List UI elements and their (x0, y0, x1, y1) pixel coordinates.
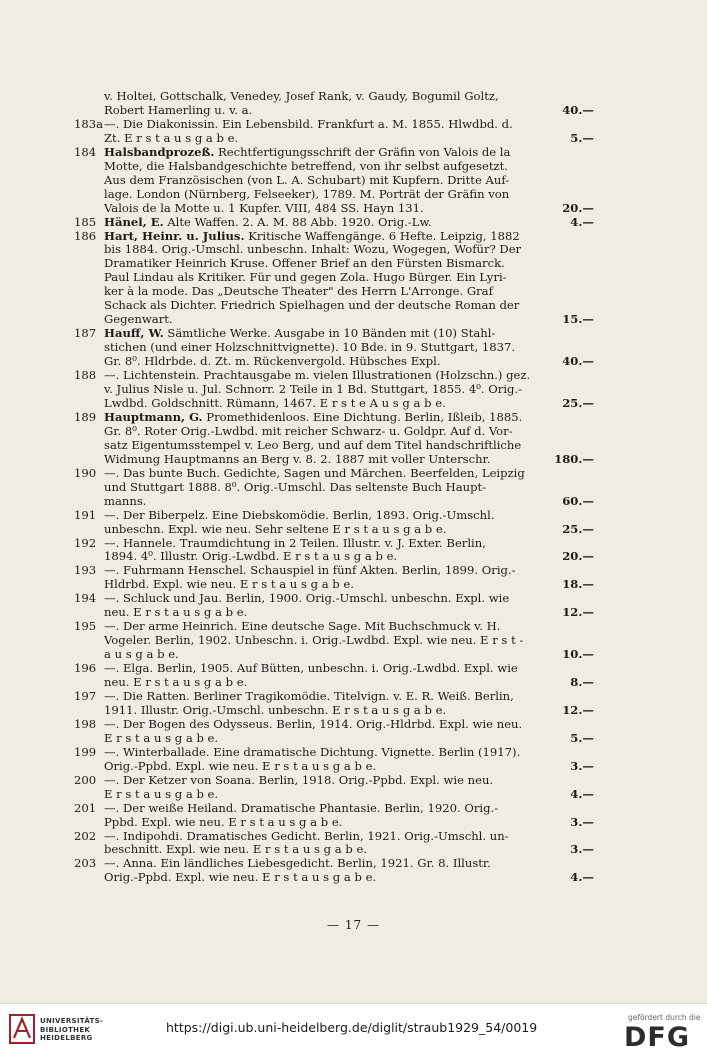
entry-price: 20.— (562, 201, 594, 215)
catalog-entry (74, 509, 594, 537)
entry-text: Gr. 8⁰. Hldrbde. d. Zt. m. Rückenvergold. Hübsches Expl. (104, 355, 441, 369)
entry-text: E r s t a u s g a b e. (104, 787, 219, 801)
entry-text: Ppbd. Expl. wie neu. E r s t a u s g a b e. (104, 815, 343, 829)
entry-line (104, 425, 594, 439)
entry-text: —. Fuhrmann Henschel. Schauspiel in fünf Akten. Berlin, 1899. Orig.- (104, 564, 516, 578)
entry-text: v. Julius Nisle u. Jul. Schnorr. 2 Teile in 1 Bd. Stuttgart, 1855. 4⁰. Orig.- (104, 383, 523, 397)
catalog-entry (74, 564, 594, 592)
entry-number: 184 (74, 144, 97, 159)
entry-line (104, 704, 594, 718)
entry-line (104, 592, 594, 606)
entry-text: lage. London (Nürnberg, Felseeker), 1789. M. Porträt der Gräfin von (104, 187, 510, 201)
entry-text: Orig.-Ppbd. Expl. wie neu. E r s t a u s g a b e. (104, 759, 377, 773)
entry-line (104, 690, 594, 704)
entry-text: beschnitt. Expl. wie neu. E r s t a u s g a b e. (104, 843, 367, 857)
entry-price: 8.— (570, 676, 594, 690)
entry-text: Motte, die Halsbandgeschichte betreffend, von ihr selbst aufgesetzt. (104, 159, 508, 173)
entry-number: 195 (74, 619, 97, 634)
entry-text: Gr. 8⁰. Roter Orig.-Lwdbd. mit reicher Schwarz- u. Goldpr. Auf d. Vor- (104, 424, 513, 438)
entry-line (104, 439, 594, 453)
logo-line-1: UNIVERSITÄTS- (40, 1017, 104, 1025)
entry-line (104, 523, 594, 537)
entry-number: 185 (74, 214, 97, 229)
entry-price: 180.— (554, 452, 594, 466)
university-library-name (40, 1017, 103, 1043)
entry-text: Gegenwart. (104, 313, 173, 327)
entry-text: Promethidenloos. Eine Dichtung. Berlin, Ißleib, 1885. (202, 410, 523, 424)
entry-text: Paul Lindau als Kritiker. Für und gegen Zola. Hugo Bürger. Ein Lyri- (104, 271, 507, 285)
entry-line (104, 537, 594, 551)
entry-price: 4.— (570, 787, 594, 801)
entry-number: 193 (74, 563, 97, 578)
entry-text: Dramatiker Heinrich Kruse. Offener Brief an den Fürsten Bismarck. (104, 257, 505, 271)
entry-line (104, 732, 594, 746)
entry-line (104, 174, 594, 188)
entry-text: —. Der arme Heinrich. Eine deutsche Sage. Mit Buchschmuck v. H. (104, 620, 501, 634)
entry-line (104, 299, 594, 313)
entry-number: 191 (74, 507, 97, 522)
entry-number: 203 (74, 856, 97, 871)
entry-line (104, 146, 594, 160)
entry-line (104, 481, 594, 495)
entry-text: bis 1884. Orig.-Umschl. unbeschn. Inhalt: Wozu, Wogegen, Wofür? Der (104, 243, 522, 257)
entry-line (104, 411, 594, 425)
entry-line (104, 830, 594, 844)
entry-text: und Stuttgart 1888. 8⁰. Orig.-Umschl. Das seltenste Buch Haupt- (104, 480, 487, 494)
entry-line (104, 467, 594, 481)
entry-line (104, 369, 594, 383)
funding-note: gefördert durch die (628, 1013, 701, 1022)
entry-text: a u s g a b e. (104, 648, 179, 662)
entry-price: 15.— (562, 313, 594, 327)
entry-number: 187 (74, 326, 97, 341)
entry-line (104, 550, 594, 564)
entry-text: —. Der Ketzer von Soana. Berlin, 1918. Orig.-Ppbd. Expl. wie neu. (104, 773, 494, 787)
entry-author: Hart, Heinr. u. Julius. (104, 229, 245, 243)
entry-number: 202 (74, 828, 97, 843)
catalog-entries (74, 90, 594, 885)
entry-text: Lwdbd. Goldschnitt. Rümann, 1467. E r s t e A u s g a b e. (104, 396, 446, 410)
entry-line (104, 216, 594, 230)
entry-text: Schack als Dichter. Friedrich Spielhagen und der deutsche Roman der (104, 299, 520, 313)
entry-line (104, 285, 594, 299)
entry-text: Zt. E r s t a u s g a b e. (104, 131, 239, 145)
entry-line (104, 578, 594, 592)
entry-author: Halsbandprozeß. (104, 145, 215, 159)
entry-price: 10.— (562, 648, 594, 662)
entry-text: —. Die Ratten. Berliner Tragikomödie. Titelvign. v. E. R. Weiß. Berlin, (104, 689, 514, 703)
entry-price: 5.— (570, 731, 594, 745)
entry-text: satz Eigentumsstempel v. Leo Berg, und auf dem Titel handschriftliche (104, 438, 522, 452)
catalog-entry (74, 216, 594, 230)
entry-price: 60.— (562, 494, 594, 508)
entry-line (104, 788, 594, 802)
entry-text: Orig.-Ppbd. Expl. wie neu. E r s t a u s g a b e. (104, 871, 377, 885)
entry-text: E r s t a u s g a b e. (104, 731, 219, 745)
entry-text: —. Der weiße Heiland. Dramatische Phantasie. Berlin, 1920. Orig.- (104, 801, 499, 815)
entry-price: 25.— (562, 396, 594, 410)
entry-text: —. Anna. Ein ländliches Liebesgedicht. Berlin, 1921. Gr. 8. Illustr. (104, 857, 491, 871)
entry-line (104, 132, 594, 146)
catalog-entry (74, 411, 594, 467)
catalog-entry (74, 718, 594, 746)
entry-number: 194 (74, 591, 97, 606)
entry-number: 201 (74, 800, 97, 815)
entry-line (104, 564, 594, 578)
entry-text: Sämtliche Werke. Ausgabe in 10 Bänden mit (10) Stahl- (163, 327, 496, 341)
entry-price: 3.— (570, 759, 594, 773)
entry-text: neu. E r s t a u s g a b e. (104, 606, 248, 620)
entry-line (104, 313, 594, 327)
logo-line-2: BIBLIOTHEK (40, 1025, 91, 1034)
entry-line (104, 634, 594, 648)
entry-number: 196 (74, 661, 97, 676)
entry-price: 40.— (562, 355, 594, 369)
entry-text: —. Der Bogen des Odysseus. Berlin, 1914. Orig.-Hldrbd. Expl. wie neu. (104, 717, 523, 731)
page-number: — 17 — (327, 918, 380, 932)
catalog-entry (74, 90, 594, 118)
catalog-entry (74, 327, 594, 369)
entry-number: 183a (74, 116, 104, 131)
entry-line (104, 857, 594, 871)
entry-text: —. Winterballade. Eine dramatische Dichtung. Vignette. Berlin (1917). (104, 745, 521, 759)
entry-number: 198 (74, 716, 97, 731)
entry-price: 20.— (562, 550, 594, 564)
entry-line (104, 230, 594, 244)
entry-text: v. Holtei, Gottschalk, Venedey, Josef Rank, v. Gaudy, Bogumil Goltz, (104, 90, 499, 103)
university-library-logo-icon (9, 1014, 35, 1044)
catalog-entry (74, 830, 594, 858)
entry-price: 4.— (570, 871, 594, 885)
entry-author: Hauff, W. (104, 327, 164, 341)
catalog-entry (74, 369, 594, 411)
entry-text: neu. E r s t a u s g a b e. (104, 676, 248, 690)
entry-line (104, 816, 594, 830)
entry-line (104, 118, 594, 132)
catalog-entry (74, 146, 594, 216)
entry-text: —. Indipohdi. Dramatisches Gedicht. Berlin, 1921. Orig.-Umschl. un- (104, 829, 509, 843)
entry-line (104, 774, 594, 788)
entry-line (104, 760, 594, 774)
catalog-entry (74, 592, 594, 620)
entry-number: 199 (74, 744, 97, 759)
entry-price: 5.— (570, 131, 594, 145)
entry-text: —. Schluck und Jau. Berlin, 1900. Orig.-Umschl. unbeschn. Expl. wie (104, 592, 510, 606)
entry-line (104, 271, 594, 285)
entry-text: ker à la mode. Das „Deutsche Theater" des Herrn L'Arronge. Graf (104, 285, 493, 299)
entry-line (104, 620, 594, 634)
logo-line-3: HEIDELBERG (40, 1034, 93, 1042)
catalog-entry (74, 467, 594, 509)
entry-text: manns. (104, 494, 147, 508)
entry-text: Aus dem Französischen (von L. A. Schubart) mit Kupfern. Dritte Auf- (104, 173, 510, 187)
entry-price: 3.— (570, 843, 594, 857)
entry-number: 190 (74, 465, 97, 480)
catalog-entry (74, 802, 594, 830)
entry-line (104, 746, 594, 760)
entry-line (104, 188, 594, 202)
entry-number: 189 (74, 409, 97, 424)
entry-text: —. Elga. Berlin, 1905. Auf Bütten, unbeschn. i. Orig.-Lwdbd. Expl. wie (104, 662, 518, 676)
entry-number: 188 (74, 368, 97, 383)
entry-text: —. Hannele. Traumdichtung in 2 Teilen. Illustr. v. J. Exter. Berlin, (104, 536, 486, 550)
entry-number: 197 (74, 688, 97, 703)
entry-text: Rechtfertigungsschrift der Gräfin von Valois de la (214, 145, 511, 159)
entry-line (104, 676, 594, 690)
entry-number: 186 (74, 228, 97, 243)
entry-line (104, 257, 594, 271)
entry-author: Hauptmann, G. (104, 410, 203, 424)
viewer-footer (0, 1003, 707, 1056)
entry-text: Kritische Waffengänge. 6 Hefte. Leipzig, 1882 (244, 229, 520, 243)
entry-text: Vogeler. Berlin, 1902. Unbeschn. i. Orig.-Lwdbd. Expl. wie neu. E r s t - (104, 634, 524, 648)
entry-text: Valois de la Motte u. 1 Kupfer. VIII, 484 SS. Hayn 131. (104, 201, 424, 215)
catalog-entry (74, 857, 594, 885)
entry-text: Hldrbd. Expl. wie neu. E r s t a u s g a b e. (104, 578, 354, 592)
entry-line (104, 662, 594, 676)
entry-price: 12.— (562, 606, 594, 620)
entry-author: Hänel, E. (104, 215, 164, 229)
entry-text: Alte Waffen. 2. A. M. 88 Abb. 1920. Orig.-Lw. (163, 215, 432, 229)
catalog-entry (74, 537, 594, 565)
catalog-entry (74, 230, 594, 328)
entry-line (104, 104, 594, 118)
entry-line (104, 843, 594, 857)
entry-line (104, 202, 594, 216)
entry-line (104, 397, 594, 411)
entry-text: Robert Hamerling u. v. a. (104, 103, 253, 117)
entry-line (104, 453, 594, 467)
entry-text: Widmung Hauptmanns an Berg v. 8. 2. 1887 mit voller Unterschr. (104, 452, 491, 466)
entry-text: —. Der Biberpelz. Eine Diebskomödie. Berlin, 1893. Orig.-Umschl. (104, 508, 495, 522)
entry-line (104, 90, 594, 104)
entry-line (104, 509, 594, 523)
entry-line (104, 341, 594, 355)
entry-text: 1911. Illustr. Orig.-Umschl. unbeschn. E r s t a u s g a b e. (104, 703, 447, 717)
entry-text: —. Das bunte Buch. Gedichte, Sagen und Märchen. Beerfelden, Leipzig (104, 466, 525, 480)
entry-line (104, 606, 594, 620)
entry-price: 25.— (562, 522, 594, 536)
entry-line (104, 648, 594, 662)
entry-text: —. Lichtenstein. Prachtausgabe m. vielen Illustrationen (Holzschn.) gez. (104, 369, 531, 383)
entry-line (104, 327, 594, 341)
entry-line (104, 495, 594, 509)
entry-price: 40.— (562, 103, 594, 117)
dfg-logo: DFG (624, 1022, 691, 1053)
entry-text: unbeschn. Expl. wie neu. Sehr seltene E r s t a u s g a b e. (104, 522, 447, 536)
catalog-entry (74, 118, 594, 146)
entry-text: stichen (und einer Holzschnittvignette). 10 Bde. in 9. Stuttgart, 1837. (104, 341, 516, 355)
entry-line (104, 718, 594, 732)
entry-text: 1894. 4⁰. Illustr. Orig.-Lwdbd. E r s t a u s g a b e. (104, 550, 398, 564)
entry-line (104, 802, 594, 816)
entry-price: 3.— (570, 815, 594, 829)
catalog-entry (74, 662, 594, 690)
entry-price: 18.— (562, 578, 594, 592)
entry-line (104, 243, 594, 257)
entry-text: —. Die Diakonissin. Ein Lebensbild. Frankfurt a. M. 1855. Hlwdbd. d. (104, 117, 513, 131)
entry-price: 4.— (570, 215, 594, 229)
entry-number: 192 (74, 535, 97, 550)
permalink-url[interactable]: https://digi.ub.uni-heidelberg.de/diglit/straub1929_54/0019 (166, 1020, 538, 1035)
entry-line (104, 871, 594, 885)
entry-line (104, 355, 594, 369)
catalog-entry (74, 620, 594, 662)
entry-line (104, 383, 594, 397)
entry-number: 200 (74, 772, 97, 787)
catalog-entry (74, 746, 594, 774)
entry-line (104, 160, 594, 174)
catalog-entry (74, 690, 594, 718)
catalog-entry (74, 774, 594, 802)
entry-price: 12.— (562, 703, 594, 717)
